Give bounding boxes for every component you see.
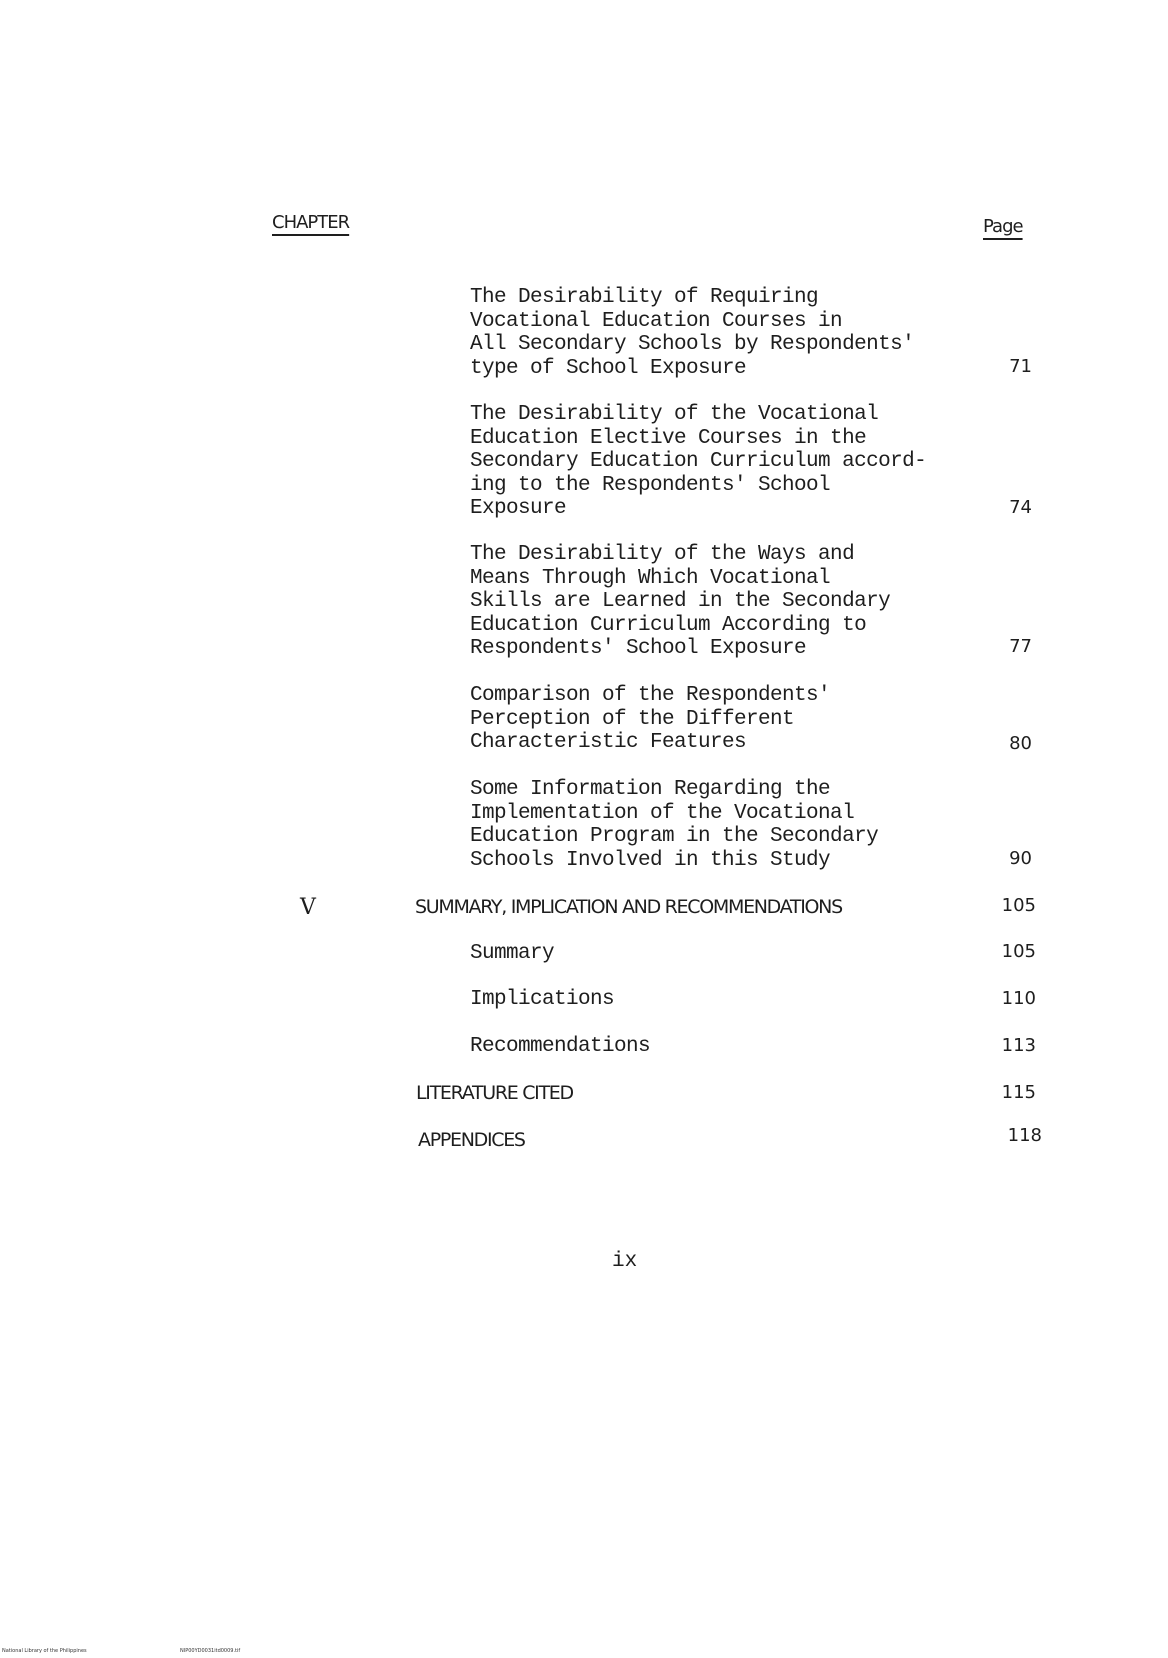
toc-subentry-page: 90	[1009, 848, 1032, 869]
back-matter-title: APPENDICES	[418, 1129, 525, 1151]
back-matter-page: 115	[1001, 1082, 1036, 1103]
back-matter-page: 118	[1007, 1125, 1042, 1146]
section-title: Implications	[470, 988, 615, 1011]
section-title: Summary	[470, 942, 555, 965]
scan-footer-file-id: NIP00YD0031itd0009.tif	[180, 1648, 241, 1654]
chapter-page: 105	[1001, 895, 1036, 916]
toc-subentry-title: The Desirability of Requiring Vocational Education Courses in All Secondary Schools by Respondents' type of School Exposure	[470, 286, 915, 380]
section-page: 113	[1001, 1035, 1036, 1056]
chapter-title: SUMMARY, IMPLICATION AND RECOMMENDATIONS	[415, 896, 842, 918]
toc-subentry-title: Comparison of the Respondents' Perception of the Different Characteristic Features	[470, 684, 831, 754]
toc-subentry-title: The Desirability of the Vocational Education Elective Courses in the Secondary Education Curriculum accord- ing to the Respondents' School Exposure	[470, 403, 927, 520]
toc-subentry-page: 77	[1009, 636, 1032, 657]
section-page: 105	[1001, 941, 1036, 962]
toc-subentry-title: The Desirability of the Ways and Means Through Which Vocational Skills are Learned in the Secondary Education Curriculum According to Respondents' School Exposure	[470, 543, 891, 660]
toc-subentry-page: 80	[1009, 733, 1032, 754]
section-page: 110	[1001, 988, 1036, 1009]
scan-footer-library: National Library of the Philippines	[2, 1648, 87, 1654]
page-column-header: Page	[983, 216, 1023, 237]
chapter-number: V	[300, 895, 316, 920]
page-number: ix	[612, 1250, 638, 1273]
back-matter-title: LITERATURE CITED	[416, 1082, 573, 1104]
section-title: Recommendations	[470, 1035, 651, 1058]
toc-subentry-page: 71	[1009, 356, 1032, 377]
toc-subentry-title: Some Information Regarding the Implementation of the Vocational Education Program in the Secondary Schools Involved in this Study	[470, 778, 879, 872]
toc-subentry-page: 74	[1009, 497, 1032, 518]
chapter-column-header: CHAPTER	[272, 212, 350, 233]
